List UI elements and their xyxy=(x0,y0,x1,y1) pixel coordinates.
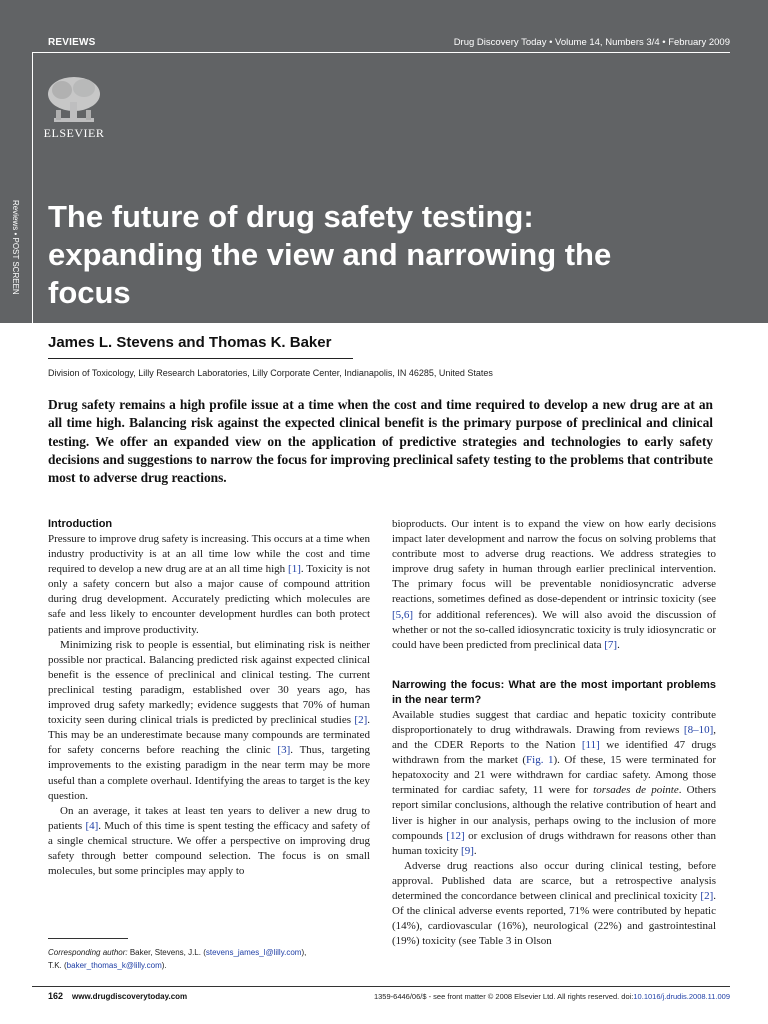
paragraph: Adverse drug reactions also occur during clinical testing, before approval. Published data are scarce, but a retrospective analysis determined the concordance between clinical and preclinical toxicity [2]. Of the clinical adverse events reported, 71% were contributed by hepatic (14%), cardiovascular (16%), neurological (22%) and gastrointestinal (19%) toxicity (see Table 3 in Olson xyxy=(392,859,716,948)
citation-link[interactable]: [8–10] xyxy=(683,723,714,736)
article-title: The future of drug safety testing: expanding the view and narrowing the focus xyxy=(48,199,612,310)
paragraph: Minimizing risk to people is essential, but eliminating risk is neither possible nor practical. Balancing predicted risk against expected clinical benefit is the essence of preclinical and clinical testing. The current preclinical testing paradigm, established over 30 years ago, has improved drug safety markedly; evidence suggests that 70% of human toxicity seen during clinical trials is predicted by preclinical studies [2]. This may be an underestimate because many compounds are terminated for safety concerns before reaching the clinic [3]. Thus, targeting improvements to the existing paradigm in the near term may be more useful than a complete overhaul. Identifying the areas to target is the key question. xyxy=(48,638,370,802)
footnote-rule xyxy=(48,938,128,939)
citation-link[interactable]: [12] xyxy=(446,829,465,842)
paragraph: Pressure to improve drug safety is increasing. This occurs at a time when industry productivity is at an all time low while the cost and time required to develop a new drug are at an all time high [1]. Toxicity is not only a safety concern but also a major cause of compound attrition during drug development. Accurately predicting which molecules are safe and less likely to encounter development hurdles can both protect patients and improve productivity. xyxy=(48,533,370,636)
website-link[interactable]: www.drugdiscoverytoday.com xyxy=(72,992,188,1001)
journal-citation: Drug Discovery Today • Volume 14, Numbers 3/4 • February 2009 xyxy=(453,37,730,48)
paragraph: On an average, it takes at least ten years to deliver a new drug to patients [4]. Much of this time is spent testing the efficacy and safety of a single chemical structure. We offer a perspective on improving drug safety through better compound selection. The focus is on small molecules, but some principles may apply to xyxy=(48,804,370,878)
email-link[interactable]: stevens_james_l@lilly.com xyxy=(205,948,302,957)
section-heading-narrowing-focus: Narrowing the focus: What are the most important problems in the near term? xyxy=(392,678,716,706)
authors-rule xyxy=(48,358,353,359)
citation-link[interactable]: [3] xyxy=(277,744,291,757)
affiliation: Division of Toxicology, Lilly Research Laboratories, Lilly Corporate Center, Indianapolis, IN 46285, United States xyxy=(48,368,493,378)
citation-link[interactable]: [9] xyxy=(461,844,474,857)
footer-rule xyxy=(32,986,730,987)
side-tab: Reviews • POST SCREEN xyxy=(11,200,20,295)
header-vertical-rule xyxy=(32,52,33,323)
corresponding-author-note: Corresponding author: Baker, Stevens, J.L. (stevens_james_l@lilly.com), T.K. (baker_thomas_k@lilly.com). xyxy=(48,948,307,970)
citation-link[interactable]: [1] xyxy=(288,563,301,576)
header-rule xyxy=(32,52,730,53)
citation-link[interactable]: [4] xyxy=(85,819,99,832)
page-number: 162 xyxy=(48,991,64,1001)
column-right xyxy=(392,517,716,949)
abstract: Drug safety remains a high profile issue at a time when the cost and time required to develop a new drug are at an all time high. Balancing risk against the expected clinical benefit is the primary purpose of preclinical and clinical testing. We offer an expanded view on the application of predictive strategies and technologies to early safety decisions and suggestions to narrow the focus for improving preclinical safety testing to the problems that contribute most to adverse drug reactions. xyxy=(48,397,713,486)
citation-link[interactable]: [5,6] xyxy=(392,608,414,621)
paragraph: Available studies suggest that cardiac and hepatic toxicity contribute disproportionately to drug withdrawals. Drawing from reviews [8–10], and the CDER Reports to the Nation [11] we identified 47 drugs withdrawn from the market (Fig. 1). Of these, 15 were terminated for hepatoxocity and 21 were withdrawn for cardiac safety. Among those terminated for cardiac safety, 11 were for torsades de pointe. Others report similar conclusions, although the relative contribution of heart and liver is higher in our analysis, perhaps owing to the inclusion of more compounds [12] or exclusion of drugs withdrawn for reasons other than human toxicity [9]. xyxy=(392,708,716,857)
doi-link[interactable]: 10.1016/j.drudis.2008.11.009 xyxy=(633,992,730,1001)
publisher-name: ELSEVIER xyxy=(43,126,105,140)
copyright-line: 1359-6446/06/$ - see front matter © 2008 Elsevier Ltd. All rights reserved. doi:10.1016/j.drudis.2008.11.009 xyxy=(373,992,730,1001)
paragraph: bioproducts. Our intent is to expand the view on how early decisions impact later development and narrow the focus on solving problems that contribute most to adverse drug reactions. We address strategies to improve drug safety in human through earlier preclinical intervention. The primary focus will be preventable nonidiosyncratic adverse reactions, sometimes defined as dose-dependent or intrinsic toxicity (see [5,6] for additional references). We will also avoid the discussion of whether or not the so-called idiosyncratic toxicity is truly idiosyncratic or could have been predicted from preclinical data [7]. xyxy=(392,518,716,651)
column-left xyxy=(48,517,370,879)
citation-link[interactable]: [7] xyxy=(604,638,618,651)
figure-link[interactable]: Fig. 1 xyxy=(526,754,554,767)
section-label: REVIEWS xyxy=(48,37,96,48)
citation-link[interactable]: [11] xyxy=(581,739,600,752)
citation-link[interactable]: [2] xyxy=(700,889,714,902)
citation-link[interactable]: [2] xyxy=(354,714,368,727)
authors: James L. Stevens and Thomas K. Baker xyxy=(48,334,332,351)
email-link[interactable]: baker_thomas_k@lilly.com xyxy=(66,961,162,970)
section-heading-introduction: Introduction xyxy=(48,518,113,530)
